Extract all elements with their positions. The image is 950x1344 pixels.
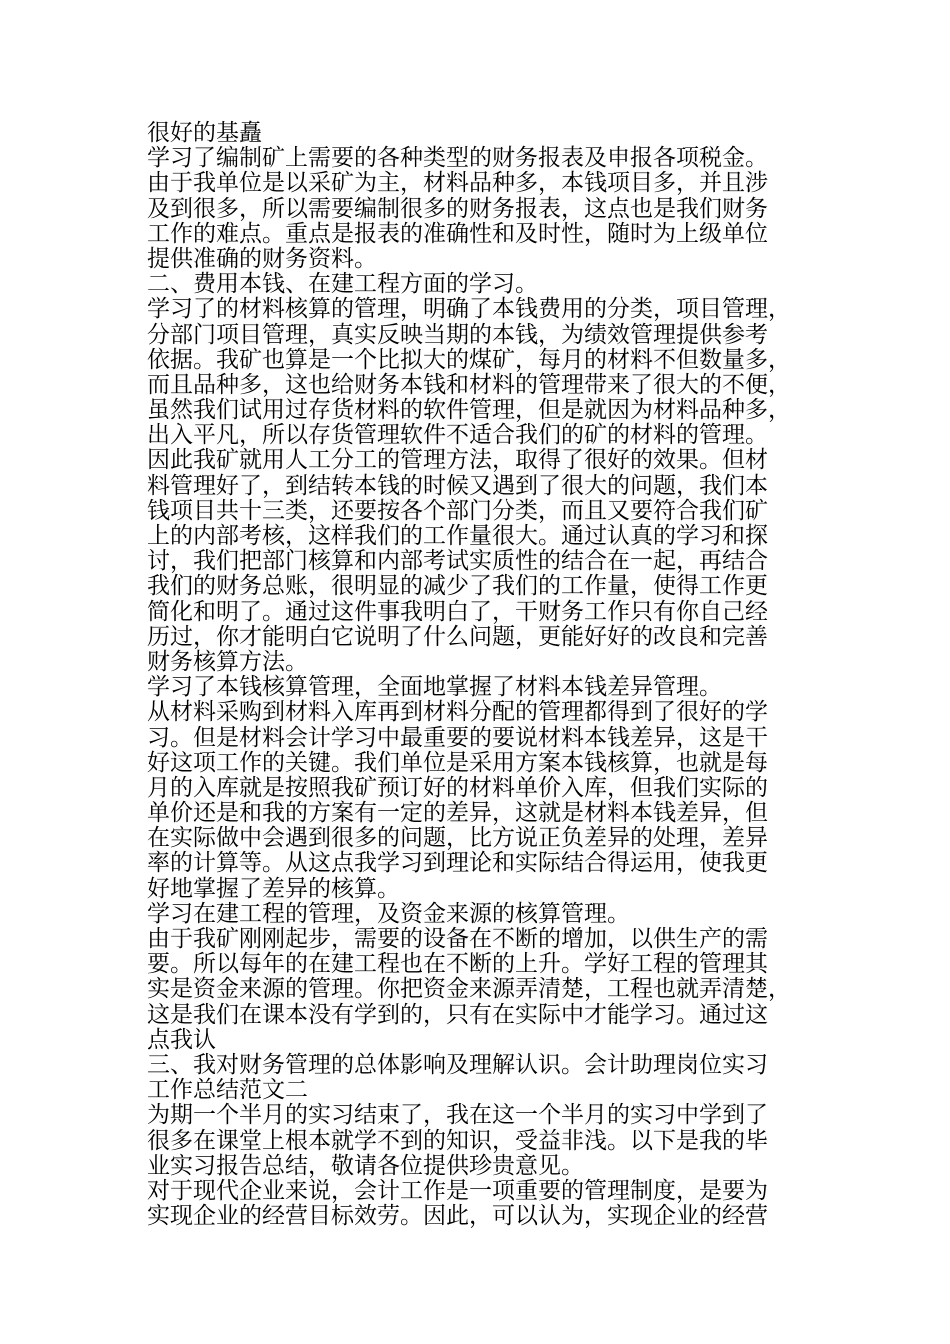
text-line: 要。所以每年的在建工程也在不断的上升。学好工程的管理其 [147,951,768,978]
text-line: 从材料采购到材料入库再到材料分配的管理都得到了很好的学 [147,699,768,726]
text-line: 好这项工作的关键。我们单位是采用方案本钱核算，也就是每 [147,749,768,776]
text-line: 提供准确的财务资料。 [147,245,377,272]
section-heading: 二、费用本钱、在建工程方面的学习。 [147,271,538,298]
text-line: 率的计算等。从这点我学习到理论和实际结合得运用，使我更 [147,850,768,877]
text-line: 工作总结范文二 [147,1077,308,1104]
text-line: 简化和明了。通过这件事我明白了，干财务工作只有你自己经 [147,598,768,625]
text-line: 实是资金来源的管理。你把资金来源弄清楚，工程也就弄清楚， [147,976,791,1003]
text-line: 上的内部考核，这样我们的工作量很大。通过认真的学习和探 [147,523,768,549]
text-line: 习。但是材料会计学习中最重要的要说材料本钱差异，这是干 [147,724,768,751]
text-line: 学习在建工程的管理，及资金来源的核算管理。 [147,900,630,927]
text-line: 因此我矿就用人工分工的管理方法，取得了很好的效果。但材 [147,447,768,474]
text-line: 为期一个半月的实习结束了，我在这一个半月的实习中学到了 [147,1102,768,1129]
text-line: 很好的基矗 [147,120,262,146]
section-heading: 三、我对财务管理的总体影响及理解认识。会计助理岗位实习 [147,1051,768,1078]
text-line: 财务核算方法。 [147,648,308,675]
text-line: 我们的财务总账，很明显的减少了我们的工作量，使得工作更 [147,573,768,600]
text-line: 月的入库就是按照我矿预订好的材料单价入库，但我们实际的 [147,774,768,801]
text-line: 业实习报告总结，敬请各位提供珍贵意见。 [147,1152,584,1179]
text-line: 及到很多，所以需要编制很多的财务报表，这点也是我们财务 [147,195,768,222]
text-line: 在实际做中会遇到很多的问题，比方说正负差异的处理，差异 [147,825,768,852]
text-line: 好地掌握了差异的核算。 [147,875,400,902]
text-line: 对于现代企业来说，会计工作是一项重要的管理制度，是要为 [147,1177,768,1204]
text-line: 单价还是和我的方案有一定的差异，这就是材料本钱差异，但 [147,800,768,827]
text-line: 出入平凡，所以存货管理软件不适合我们的矿的材料的管理。 [147,422,768,449]
text-line: 点我认 [147,1026,216,1053]
text-line: 料管理好了，到结转本钱的时候又遇到了很大的问题，我们本 [147,472,768,499]
text-line: 由于我矿刚刚起步，需要的设备在不断的增加，以供生产的需 [147,926,768,952]
text-line: 学习了本钱核算管理，全面地掌握了材料本钱差异管理。 [147,674,722,701]
text-line: 虽然我们试用过存货材料的软件管理，但是就因为材料品种多， [147,397,791,424]
document-body [147,121,812,1229]
text-line: 实现企业的经营目标效劳。因此，可以认为，实现企业的经营 [147,1203,768,1230]
text-line: 学习了编制矿上需要的各种类型的财务报表及申报各项税金。 [147,145,768,172]
text-line: 由于我单位是以采矿为主，材料品种多，本钱项目多，并且涉 [147,170,768,197]
text-line: 工作的难点。重点是报表的准确性和及时性，随时为上级单位 [147,220,768,247]
text-line: 而且品种多，这也给财务本钱和材料的管理带来了很大的不便， [147,371,791,398]
text-line: 学习了的材料核算的管理，明确了本钱费用的分类，项目管理， [147,296,791,323]
text-line: 很多在课堂上根本就学不到的知识，受益非浅。以下是我的毕 [147,1127,768,1154]
text-line: 历过，你才能明白它说明了什么问题，更能好好的改良和完善 [147,623,768,650]
text-line: 分部门项目管理，真实反映当期的本钱，为绩效管理提供参考 [147,321,768,348]
text-line: 钱项目共十三类，还要按各个部门分类，而且又要符合我们矿 [147,497,768,524]
text-line: 依据。我矿也算是一个比拟大的煤矿，每月的材料不但数量多， [147,346,791,373]
text-line: 讨，我们把部门核算和内部考试实质性的结合在一起，再结合 [147,548,768,575]
text-line: 这是我们在课本没有学到的，只有在实际中才能学习。通过这 [147,1001,768,1028]
